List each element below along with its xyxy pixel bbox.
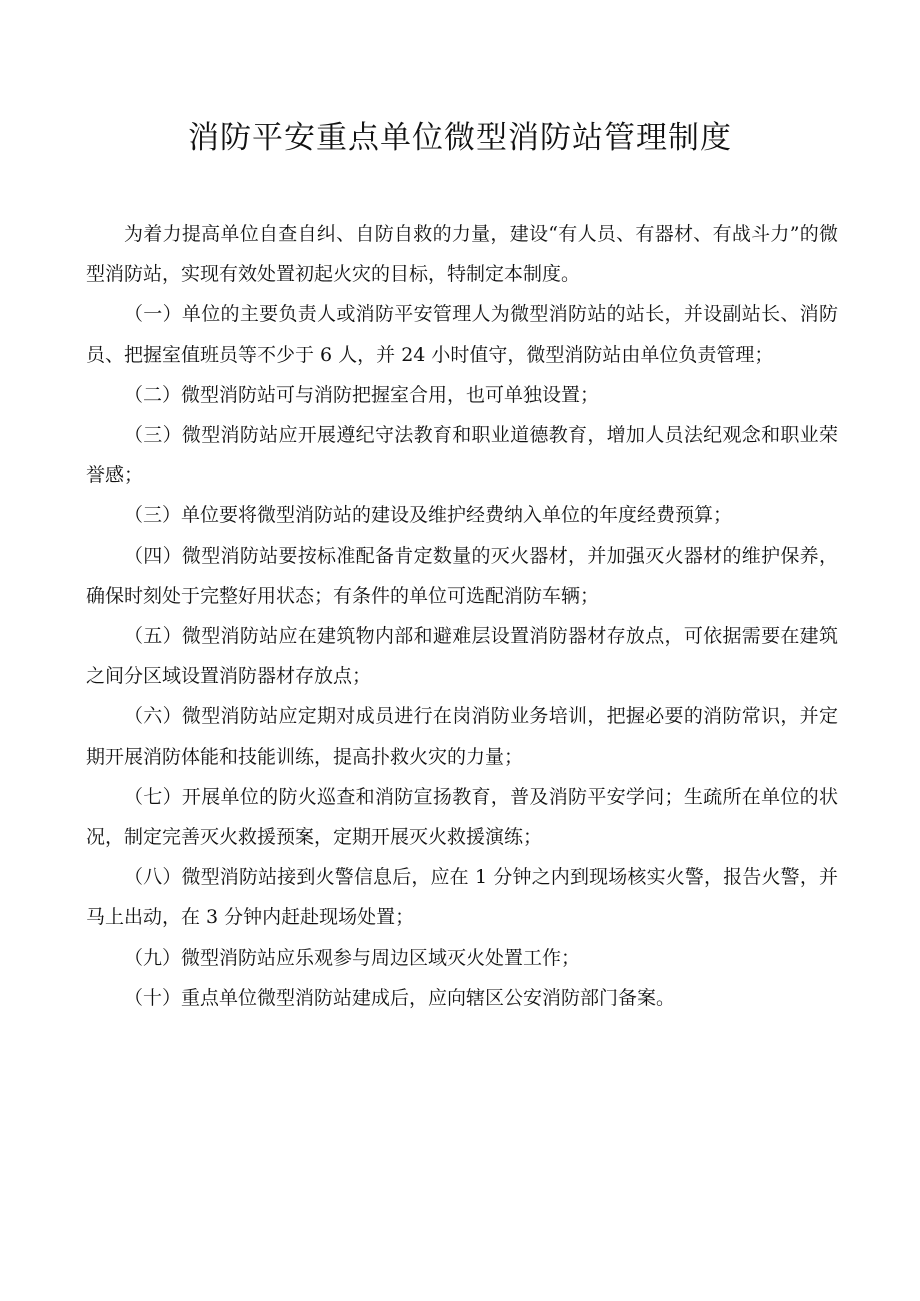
clause-paragraph: （九）微型消防站应乐观参与周边区域灭火处置工作；: [124, 946, 581, 969]
clause-paragraph: （七）开展单位的防火巡查和消防宣扬教育，普及消防平安学问；生疏所在单位的状况，制定完善灭火救援预案，定期开展灭火救援演练；: [86, 785, 838, 849]
clause-paragraph: （一）单位的主要负责人或消防平安管理人为微型消防站的站长，并设副站长、消防员、把握室值班员等不少于 6 人，并 24 小时值守，微型消防站由单位负责管理；: [86, 303, 838, 366]
clause-paragraph: （六）微型消防站应定期对成员进行在岗消防业务培训，把握必要的消防常识，并定期开展消防体能和技能训练，提高扑救火灾的力量；: [86, 705, 838, 768]
document-body: [86, 214, 838, 1018]
intro-paragraph: 为着力提高单位自查自纠、自防自救的力量，建设“有人员、有器材、有战斗力”的微型消防站，实现有效处置初起火灾的目标，特制定本制度。: [86, 223, 838, 286]
clause-paragraph: （四）微型消防站要按标准配备肯定数量的灭火器材，并加强灭火器材的维护保养，确保时刻处于完整好用状态；有条件的单位可选配消防车辆；: [86, 544, 838, 607]
clause-paragraph: （十）重点单位微型消防站建成后，应向辖区公安消防部门备案。: [124, 986, 676, 1009]
clause-paragraph: （三）单位要将微型消防站的建设及维护经费纳入单位的年度经费预算；: [124, 504, 733, 527]
clause-paragraph: （二）微型消防站可与消防把握室合用，也可单独设置；: [124, 383, 600, 406]
clause-paragraph: （五）微型消防站应在建筑物内部和避难层设置消防器材存放点，可依据需要在建筑之间分区域设置消防器材存放点；: [86, 625, 838, 688]
document-title: 消防平安重点单位微型消防站管理制度: [188, 120, 732, 156]
clause-paragraph: （三）微型消防站应开展遵纪守法教育和职业道德教育，增加人员法纪观念和职业荣誉感；: [86, 424, 838, 487]
clause-paragraph: （八）微型消防站接到火警信息后，应在 1 分钟之内到现场核实火警，报告火警，并马上出动，在 3 分钟内赶赴现场处置；: [86, 866, 838, 929]
